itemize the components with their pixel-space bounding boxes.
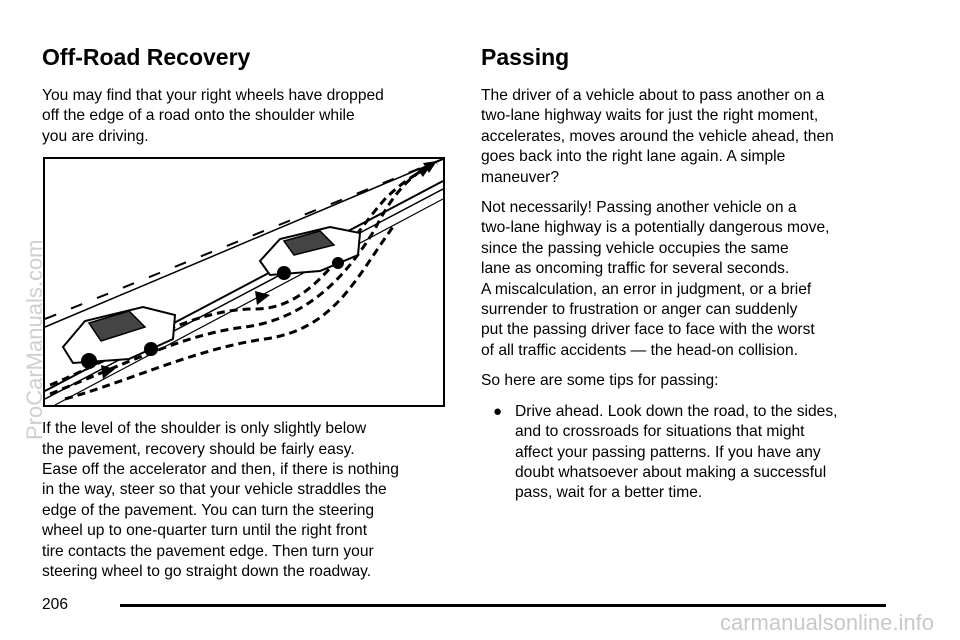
car-front [260,227,360,280]
path-arrowhead-3 [255,291,270,305]
passing-tip-text: Drive ahead. Look down the road, to the sides, and to crossroads for situations that might affect your passing patterns. If you have any doubt whatsoever about making a successful pass, wait for a better time. [515,402,838,502]
bullet-icon: ● [493,402,503,420]
off-road-intro: You may find that your right wheels have dropped off the edge of a road onto the shoulder while you are driving. [42,87,384,145]
bottom-watermark: carmanualsonline.info [719,610,934,635]
car-rear [63,307,175,369]
passing-para-2: Not necessarily! Passing another vehicle on a two-lane highway is a potentially dangerous move, since the passing vehicle occupies the same lane as oncoming traffic for several seconds. A miscalculation, an error in judgment, or a brief surrender to frustration or anger can suddenly put the passing driver face to face with the worst of all traffic accidents — the head-on collision. [481,199,830,359]
right-column [481,42,901,504]
page-number: 206 [42,596,69,613]
passing-tip-list-item [493,402,901,504]
road-recovery-illustration [43,157,445,407]
footer-rule [120,604,886,607]
road-illustration-svg [45,159,443,405]
passing-para-3: So here are some tips for passing: [481,372,719,390]
side-watermark: ProCarManuals.com [22,239,47,440]
off-road-body: If the level of the shoulder is only slightly below the pavement, recovery should be fairly easy. Ease off the accelerator and then, if there is nothing in the way, steer so that your vehicle straddles the edge of the pavement. You can turn the steering wheel up to one-quarter turn until the right front tire contacts the pavement edge. Then turn your steering wheel to go straight down the roadway. [42,420,399,581]
left-column [42,42,452,592]
shoulder-line-2 [55,199,443,405]
passing-para-1: The driver of a vehicle about to pass another on a two-lane highway waits for just the right moment, accelerates, moves around the vehicle ahead, then goes back into the right lane again. A simple maneuver? [481,87,834,186]
section-heading-passing: Passing [481,44,570,70]
section-heading-off-road-recovery: Off-Road Recovery [42,44,251,70]
